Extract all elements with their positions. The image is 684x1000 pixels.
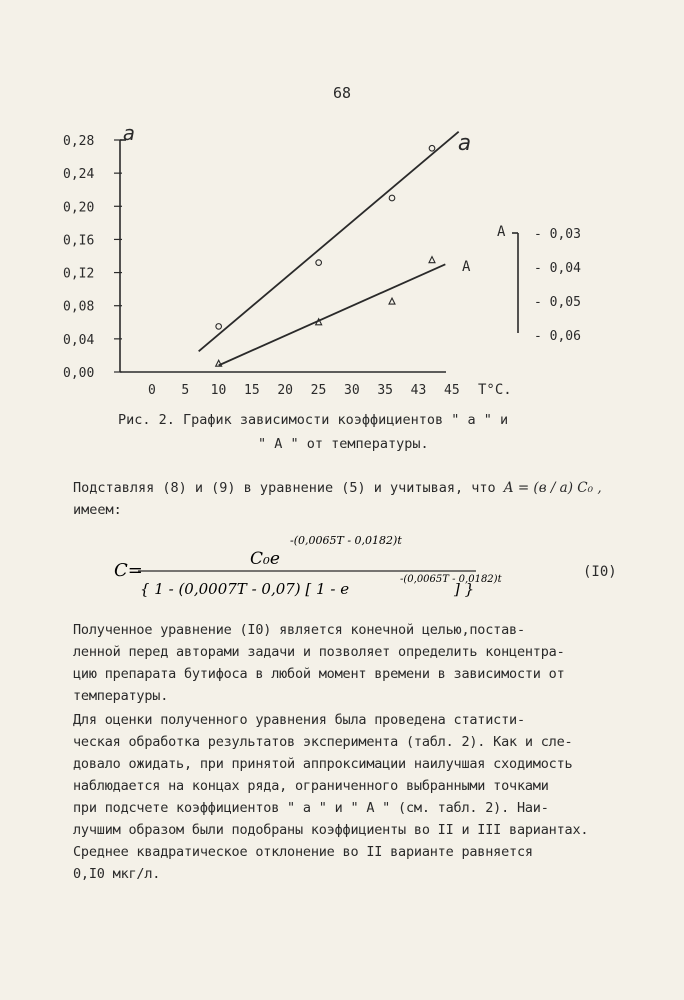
equation-number: (I0) xyxy=(583,564,617,580)
equation-denominator: { 1 - (0,0007T - 0,07) [ 1 - e xyxy=(140,580,350,598)
figure-caption-line1: Рис. 2. График зависимости коэффициентов " a " и xyxy=(118,412,509,428)
x-tick-label: 25 xyxy=(310,383,327,398)
x-tick-label: 5 xyxy=(181,383,190,398)
x-tick-label: 35 xyxy=(377,383,393,398)
x-tick-label: 20 xyxy=(277,383,293,398)
paragraph1-line: температуры. xyxy=(73,688,169,704)
y-left-tick-label: 0,08 xyxy=(63,299,95,315)
paragraph1-line: цию препарата бутифоса в любой момент времени в зависимости от xyxy=(73,666,565,682)
formula-A: A = (в / a) C₀ , xyxy=(503,480,602,496)
y-left-tick-label: 0,04 xyxy=(63,332,95,348)
series-line-A xyxy=(219,264,446,365)
y-axis-left-label: a xyxy=(123,121,136,145)
data-point-A xyxy=(389,298,395,304)
data-point-A xyxy=(429,257,435,263)
x-tick-label: 15 xyxy=(244,383,260,398)
series-label-A: A xyxy=(462,259,471,275)
y-left-tick-label: 0,20 xyxy=(63,200,95,216)
x-axis-label: T°C. xyxy=(478,382,512,398)
paragraph2-line: ческая обработка результатов эксперимента (табл. 2). Как и сле- xyxy=(73,734,573,750)
temperature-coefficient-chart xyxy=(0,0,684,410)
y-left-tick-label: 0,00 xyxy=(63,366,95,381)
data-point-a xyxy=(316,260,322,266)
x-tick-label: 10 xyxy=(210,383,227,398)
y-right-tick-label: - 0,04 xyxy=(534,261,581,276)
figure-caption-line2: " A " от температуры. xyxy=(258,436,429,452)
equation-denominator-close: ] } xyxy=(454,580,475,598)
x-tick-label: 45 xyxy=(444,383,460,398)
intro-line2: имеем: xyxy=(73,502,122,518)
y-right-tick-label: - 0,06 xyxy=(534,329,581,344)
series-label-a: a xyxy=(458,131,472,156)
series-line-a xyxy=(199,132,459,352)
data-point-a xyxy=(216,324,222,330)
paragraph1-line: ленной перед авторами задачи и позволяет определить концентра- xyxy=(73,644,565,660)
paragraph2-line: при подсчете коэффициентов " a " и " A " (см. табл. 2). Наи- xyxy=(73,800,549,816)
equation-denominator-exponent: -(0,0065T - 0,0182)t xyxy=(400,574,502,585)
paragraph2-line: наблюдается на концах ряда, ограниченного выбранными точками xyxy=(73,778,549,794)
equation-numerator-exponent: -(0,0065T - 0,0182)t xyxy=(290,534,402,547)
paragraph2-line: лучшим образом были подобраны коэффициенты во II и III вариантах. xyxy=(73,822,589,838)
equation-lhs: C= xyxy=(114,560,143,581)
y-left-tick-label: 0,24 xyxy=(63,167,95,183)
x-tick-label: 30 xyxy=(344,383,360,398)
x-tick-label: 0 xyxy=(148,383,156,398)
page-number: 68 xyxy=(332,84,352,102)
paragraph1-line: Полученное уравнение (I0) является конечной целью,постав- xyxy=(73,622,525,638)
y-left-tick-label: 0,I2 xyxy=(63,266,95,282)
y-left-tick-label: 0,28 xyxy=(63,134,95,149)
paragraph2-line: Для оценки полученного уравнения была проведена статисти- xyxy=(73,712,525,728)
intro-line1 xyxy=(73,480,602,496)
intro-text: Подставляя (8) и (9) в уравнение (5) и учитывая, что xyxy=(73,480,496,496)
y-axis-right-label: A xyxy=(497,224,506,240)
data-point-a xyxy=(389,195,395,201)
data-point-a xyxy=(429,145,435,151)
paragraph2-line: Среднее квадратическое отклонение во II варианте равняется xyxy=(73,844,533,860)
paragraph2-line: довало ожидать, при принятой аппроксимации наилучшая сходимость xyxy=(73,756,573,772)
y-right-tick-label: - 0,05 xyxy=(534,295,581,310)
paragraph2-line: 0,I0 мкг/л. xyxy=(73,866,161,882)
y-left-tick-label: 0,I6 xyxy=(63,233,95,249)
x-tick-label: 43 xyxy=(410,383,427,398)
y-right-tick-label: - 0,03 xyxy=(534,227,581,242)
equation-numerator: C₀e xyxy=(250,549,280,569)
